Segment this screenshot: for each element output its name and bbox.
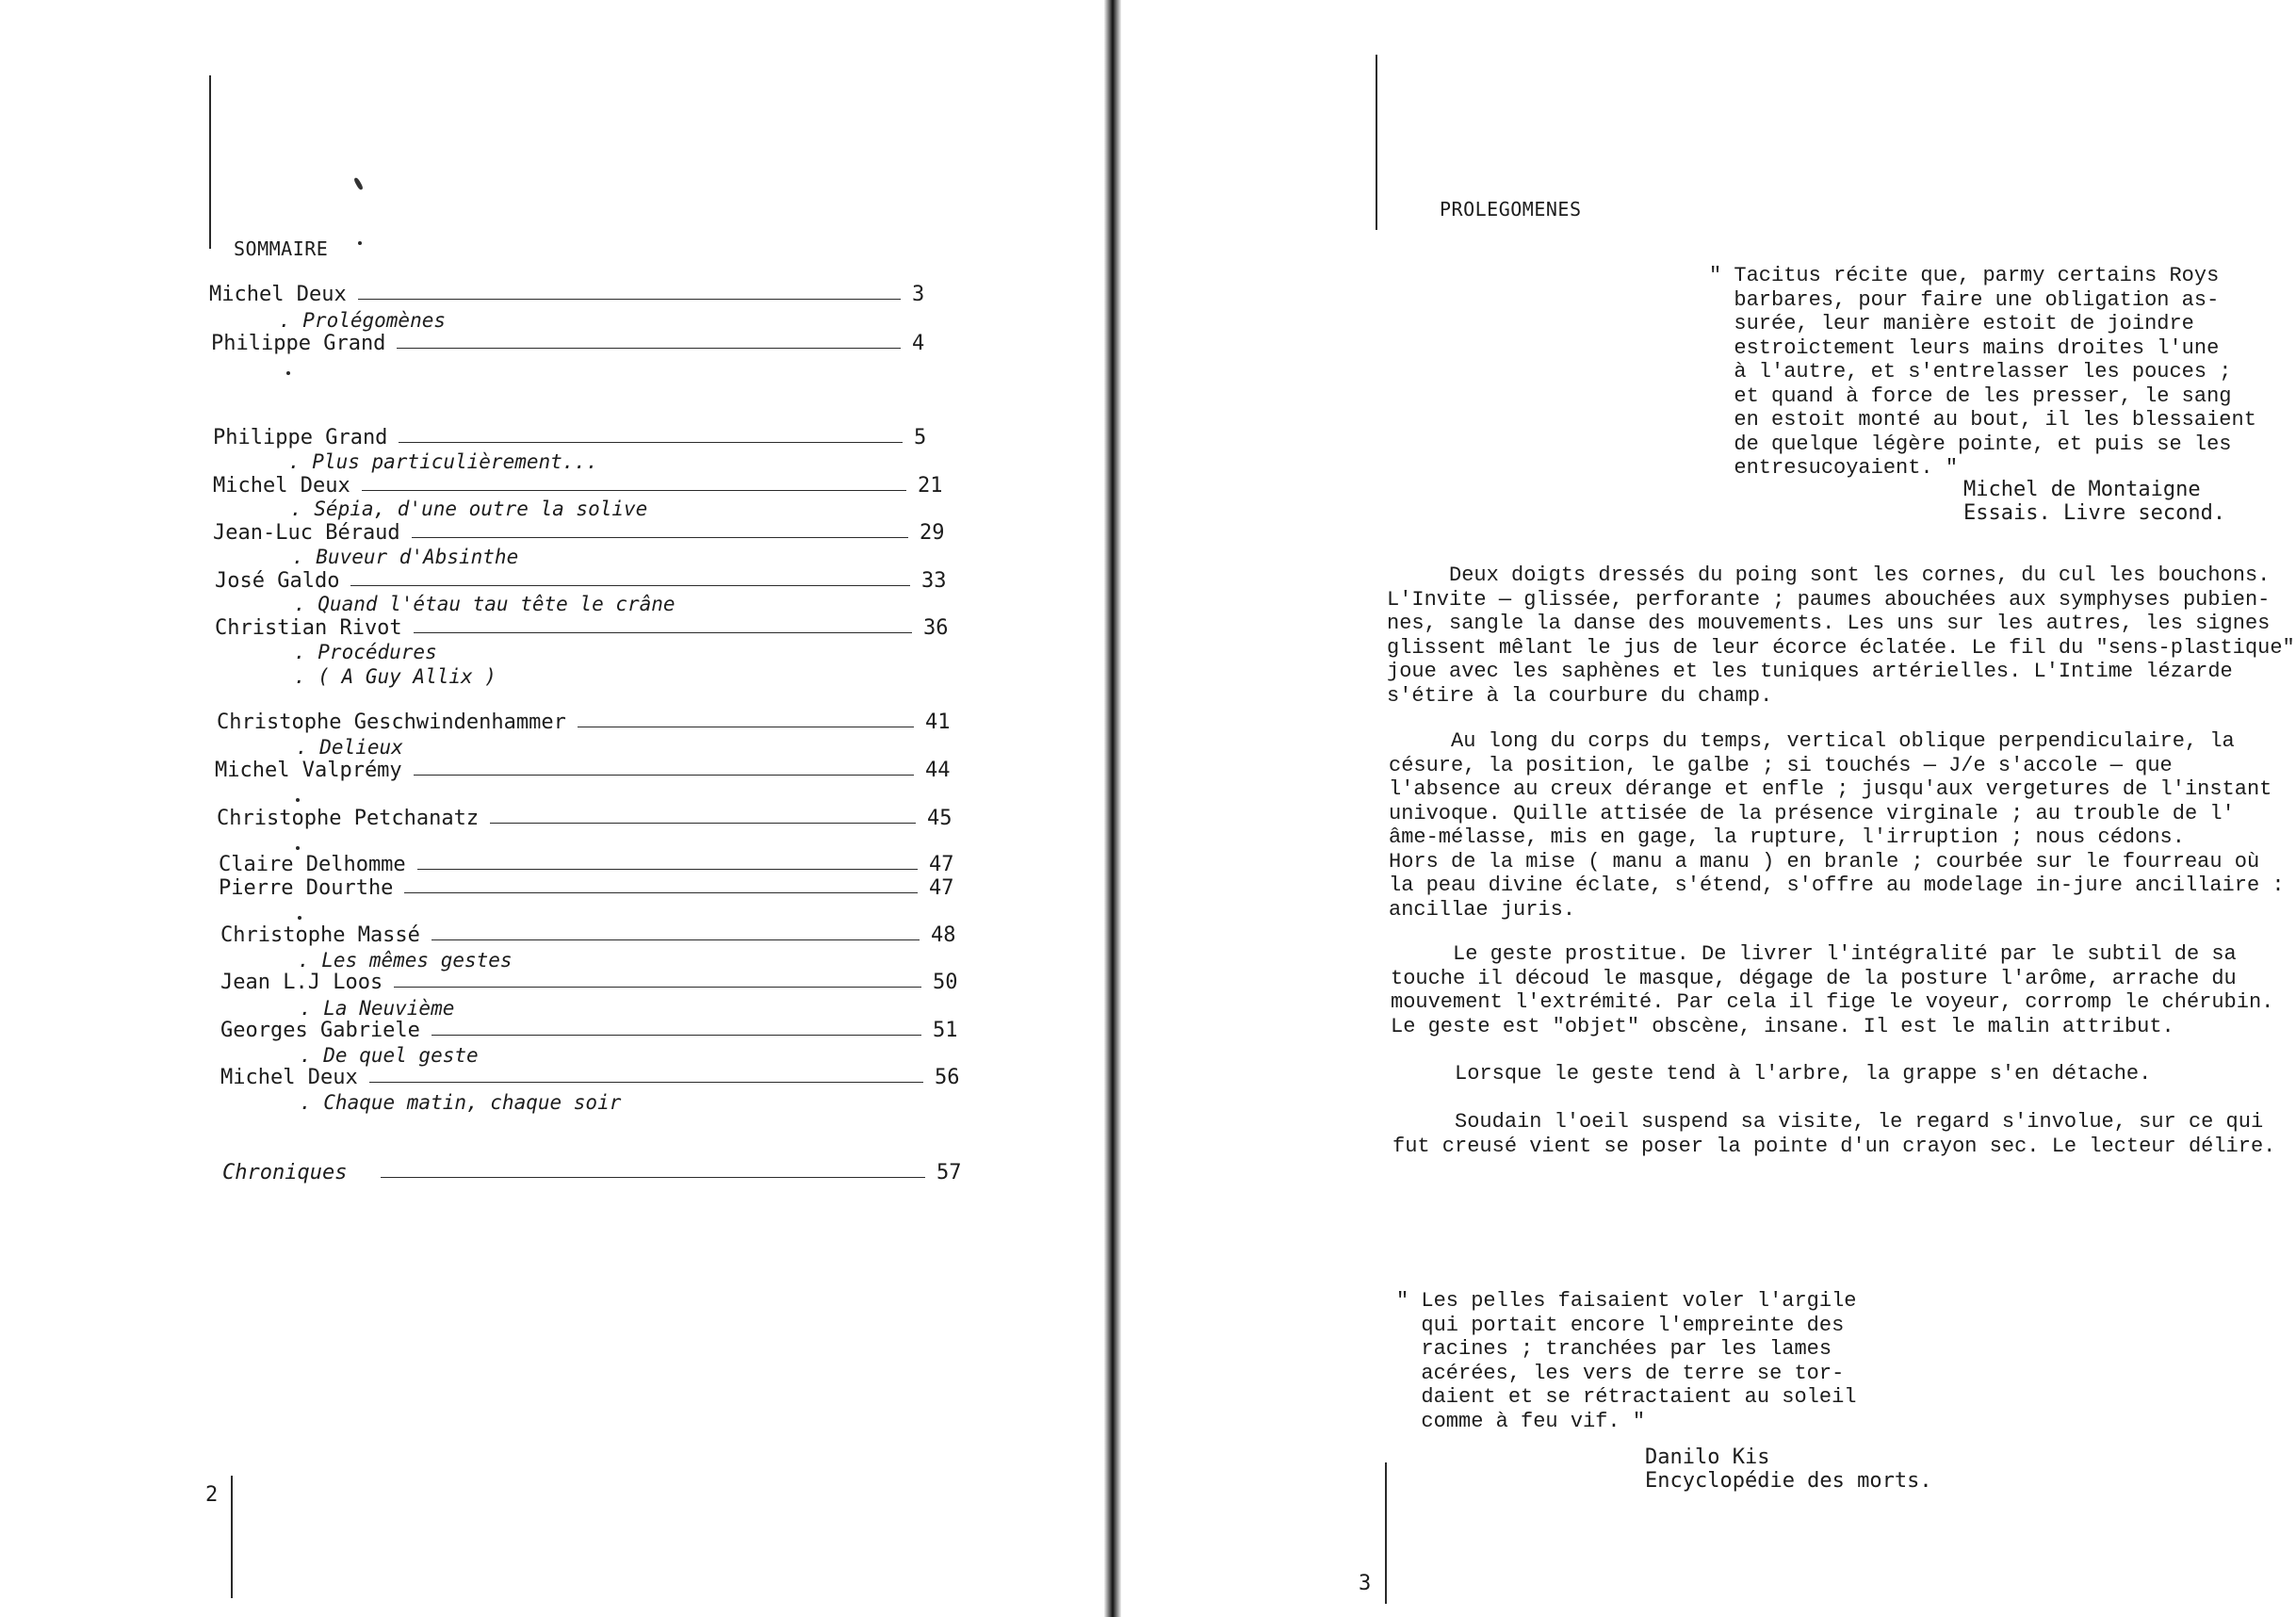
toc-author: Michel Deux: [220, 1066, 358, 1089]
toc-author: Claire Delhomme: [219, 853, 406, 876]
toc-entry: [219, 876, 967, 901]
toc-entry: [213, 521, 957, 546]
epigraph-author: Michel de Montaigne: [1963, 478, 2201, 501]
toc-page-number: 48: [931, 923, 956, 947]
left-page-margin-bar-top: [209, 75, 211, 249]
page-number: 2: [205, 1483, 219, 1507]
toc-page-number: 47: [929, 853, 954, 876]
toc-title: . De quel geste: [300, 1044, 479, 1067]
toc-author: Jean-Luc Béraud: [213, 521, 400, 545]
toc-author: Philippe Grand: [211, 332, 386, 355]
left-page-margin-bar-bottom: [231, 1476, 233, 1598]
toc-page-number: 57: [936, 1161, 962, 1184]
toc-leader-line: [417, 869, 918, 870]
toc-title: . Delieux: [296, 736, 403, 759]
toc-title: . Prolégomènes: [279, 309, 447, 332]
toc-leader-line: [394, 987, 921, 988]
epigraph-source: Essais. Livre second.: [1963, 501, 2226, 525]
ink-dot: [358, 241, 362, 245]
toc-page-number: 4: [912, 332, 925, 355]
book-spine: [1104, 0, 1121, 1617]
toc-page-number: 21: [918, 474, 943, 498]
body-paragraph: Deux doigts dressés du poing sont les cornes, du cul les bouchons. L'Invite — glissée, perforante ; paumes abouchées aux symphyses pubien- nes, sangle la danse des mouvements. Les uns sur les autres, les signes glissent mêlant le jus de leur écorce éclatée. Le fil du "sens-plastique" joue avec les saphènes et les tuniques artérielles. L'Intime lézarde s'étire à la courbure du champ.: [1387, 564, 2295, 708]
toc-page-number: 29: [920, 521, 945, 545]
right-page-margin-bar-bottom: [1385, 1462, 1387, 1604]
toc-bullet: [296, 846, 300, 850]
closing-quote: " Les pelles faisaient voler l'argile qui portait encore l'empreinte des racines ; tranchées par les lames acérées, les vers de terre se tor- daient et se rétractaient au soleil comme à feu vif. ": [1396, 1289, 1857, 1433]
page-number: 3: [1359, 1572, 1372, 1595]
toc-entry: [222, 1161, 974, 1185]
toc-page-number: 50: [933, 971, 958, 994]
toc-author: Michel Deux: [209, 283, 347, 306]
toc-title: . Plus particulièrement...: [288, 450, 598, 473]
toc-author: Philippe Grand: [213, 426, 388, 449]
toc-title: . Les mêmes gestes: [298, 949, 513, 972]
toc-author: José Galdo: [215, 569, 340, 593]
toc-page-number: 33: [921, 569, 947, 593]
toc-entry: [220, 1066, 972, 1090]
toc-leader-line: [358, 299, 901, 300]
toc-author: Christophe Massé: [220, 923, 420, 947]
toc-page-number: 47: [929, 876, 954, 900]
toc-entry: [215, 616, 961, 641]
toc-leader-line: [369, 1082, 923, 1083]
toc-author: Georges Gabriele: [220, 1019, 420, 1042]
toc-leader-line: [381, 1177, 925, 1178]
toc-author: Christophe Geschwindenhammer: [217, 710, 566, 734]
toc-page-number: 41: [925, 710, 951, 734]
page-heading: SOMMAIRE: [234, 237, 329, 260]
toc-entry: [215, 569, 959, 594]
left-page: [0, 0, 1110, 1617]
toc-page-number: 56: [935, 1066, 960, 1089]
toc-leader-line: [414, 632, 912, 633]
toc-title: . Procédures: [294, 641, 437, 663]
toc-leader-line: [412, 537, 908, 538]
right-page-margin-bar-top: [1376, 55, 1377, 230]
toc-author: Michel Deux: [213, 474, 350, 498]
toc-entry: [213, 474, 955, 498]
toc-entry: [209, 283, 950, 307]
toc-leader-line: [414, 775, 914, 776]
toc-leader-line: [397, 348, 901, 349]
toc-leader-line: [362, 490, 906, 491]
toc-bullet: [296, 798, 300, 802]
toc-page-number: 5: [914, 426, 927, 449]
toc-page-number: 45: [927, 807, 953, 830]
toc-entry: [215, 759, 963, 783]
toc-entry: [217, 807, 965, 831]
closing-quote-source: Encyclopédie des morts.: [1645, 1469, 1932, 1493]
page-heading: PROLEGOMENES: [1440, 198, 1582, 220]
epigraph-quote: " Tacitus récite que, parmy certains Roys barbares, pour faire une obligation as- surée, leur manière estoit de joindre estroictement leurs mains droites l'une à l'autre, et s'entrelasser les pouces ; et quand à force de les presser, le sang en estoit monté au bout, il les blessaient de quelque légère pointe, et puis se les entresucoyaient. ": [1709, 264, 2256, 480]
toc-author: Pierre Dourthe: [219, 876, 394, 900]
toc-page-number: 44: [925, 759, 951, 782]
toc-title: . Buveur d'Absinthe: [292, 546, 519, 568]
toc-entry: [219, 853, 967, 877]
toc-page-number: 3: [912, 283, 925, 306]
toc-entry: [220, 1019, 970, 1043]
toc-leader-line: [432, 1035, 921, 1036]
toc-entry: [220, 971, 970, 995]
right-page: [1121, 0, 2296, 1617]
closing-quote-author: Danilo Kis: [1645, 1446, 1770, 1469]
toc-author: Christophe Petchanatz: [217, 807, 480, 830]
toc-leader-line: [350, 585, 910, 586]
toc-author: Jean L.J Loos: [220, 971, 383, 994]
toc-page-number: 51: [933, 1019, 958, 1042]
body-paragraph: Au long du corps du temps, vertical oblique perpendiculaire, la césure, la position, le galbe ; si touchés — J/e s'accole — que l'absence au creux dérange et enfle ; jusqu'aux vergetures de l'instant univoque. Quille attisée de la présence virginale ; au trouble de l' âme-mélasse, mis en gage, la rupture, l'irruption ; nous cédons. Hors de la mise ( manu a manu ) en branle ; courbée sur le fourreau où la peau divine éclate, s'étend, s'offre au modelage in-jure ancillaire : ancillae juris.: [1389, 729, 2285, 922]
toc-leader-line: [432, 939, 920, 940]
toc-entry: [220, 923, 969, 948]
body-paragraph: Le geste prostitue. De livrer l'intégralité par le subtil de sa touche il découd le masque, dégage de la posture l'arôme, arrache du mouvement l'extrémité. Par cela il fige le voyeur, corromp le chérubin. Le geste est "objet" obscène, insane. Il est le malin attribut.: [1391, 942, 2274, 1038]
toc-title: . Chaque matin, chaque soir: [300, 1091, 622, 1114]
toc-title: . Quand l'étau tau tête le crâne: [294, 593, 676, 615]
toc-leader-line: [404, 892, 918, 893]
toc-leader-line: [399, 442, 903, 443]
body-paragraph: Soudain l'oeil suspend sa visite, le regard s'involue, sur ce qui fut creusé vient se poser la pointe d'un crayon sec. Le lecteur délire.: [1392, 1110, 2276, 1158]
toc-author: Michel Valprémy: [215, 759, 402, 782]
toc-page-number: 36: [923, 616, 949, 640]
toc-author: Christian Rivot: [215, 616, 402, 640]
toc-title: . ( A Guy Allix ): [294, 665, 497, 688]
toc-bullet: [298, 916, 301, 920]
toc-title: . Sépia, d'une outre la solive: [290, 498, 648, 520]
toc-entry: [213, 426, 952, 450]
toc-bullet: [286, 371, 290, 375]
toc-title: . La Neuvième: [300, 997, 455, 1020]
toc-leader-line: [490, 823, 916, 824]
body-paragraph: Lorsque le geste tend à l'arbre, la grappe s'en détache.: [1392, 1062, 2152, 1086]
ink-speck: [353, 177, 364, 191]
toc-author: Chroniques: [222, 1161, 348, 1184]
toc-entry: [211, 332, 950, 356]
toc-entry: [217, 710, 963, 735]
